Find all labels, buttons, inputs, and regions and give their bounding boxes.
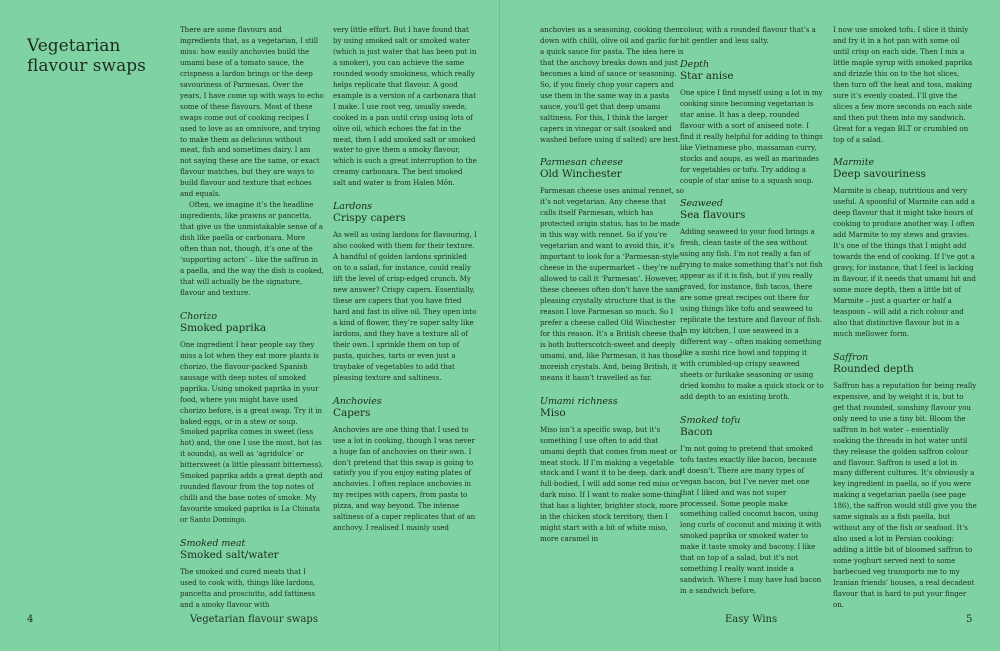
page-title: Vegetarian flavour swaps	[27, 36, 146, 77]
section-subtitle: Parmesan cheese	[540, 157, 623, 169]
section-title: Sea flavours	[680, 209, 746, 222]
section-body: Marmite is cheap, nutritious and very useful. A spoonful of Marmite can add a deep flavour that it might take hours of cooking to produce another way. I often add Marmite to my stews and gravies. It’s one of the things that I might add towards the end of cooking. If I’ve got a gravy, for instance, that I feel is lacking in flavour, if it needs that umami hit and some more depth, then a little bit of Marmite – just a quarter or half a teaspoon – will add a rich colour and also that distinctive flavour but in a much mellower form.	[833, 186, 976, 338]
continued-paragraph: very little effort. But I have found that by using smoked salt or smoked water (which is just water that has been put in a smoker), you can achieve the same rounded woody smokiness, which really helps replicate that flavour. A good example is a version of a carbonara that I make. I use root veg, usually swede, cooked in a pan until crisp using lots of olive oil, which echoes the fat in the meat, then I add smoked salt or smoked water to give them a smoky flavour, which is such a great interruption to the creamy carbonara. The best smoked salt and water is from Halen Môn.	[333, 25, 477, 188]
intro-paragraph-1: There are some flavours and ingredients that, as a vegetarian, I still miss: how easily anchovies build the umami base of a tomato sauce, the crispness a lardon brings or the deep savouriness of Parmesan. Over the years, I have come up with ways to echo some of these flavours. Most of these swaps come out of cooking recipes I used to love as an omnivore, and trying to make them as delicious without meat, fish and sometimes dairy. I am not saying these are the same, or exact flavour matches, but they are ways to build flavour and texture that echoes and equals.	[180, 25, 324, 199]
section-subtitle: Lardons	[333, 201, 372, 213]
text-column-4	[680, 25, 824, 597]
section-chorizo	[180, 311, 324, 526]
section-body: Saffron has a reputation for being really expensive, and by weight it is, but to get that rounded, sunshiny flavour you only need to use a tiny bit. Bloom the saffron in hot water – essentially soaking the threads in hot water until they release the golden saffron colour and flavour. Saffron is used a lot in many different cultures. It’s obviously a key ingredient in paella, so if you were making a vegetarian paella (see page 186), the saffron would still give you the same signals as a fish paella, but without any of the fish or seafood. It’s also used a lot in Persian cooking: adding a little bit of bloomed saffron to some yoghurt served next to some barbecued veg transports me to my Iranian friends’ houses, a real decadent flavour that is hard to put your finger on.	[833, 380, 977, 609]
section-subtitle: Seaweed	[680, 198, 723, 210]
section-body: One spice I find myself using a lot in my cooking since becoming vegetarian is star anise. It has a deep, rounded flavour with a sort of aniseed note. I find it really helpful for adding to things like Vietnamese pho, massaman curry, stocks and soups, as well as marinades for vegetables or tofu. Try adding a couple of star anise to a squash soup.	[680, 87, 823, 185]
section-body: One ingredient I hear people say they miss a lot when they eat more plants is chorizo, the flavour-packed Spanish sausage with deep notes of smoked paprika. Using smoked paprika in your food, where you might have used chorizo before, is a great swap. Try it in baked eggs, or in a stew or soup. Smoked paprika comes in sweet (less hot) and, the one I use the most, hot (as it sounds), as well as ‘agridulce’ or bittersweet (a little pleasant bitterness). Smoked paprika adds a great depth and rounded flavour from the top notes of chilli and the base notes of smoke. My favourite smoked paprika is La Chinata or Santo Domingo.	[180, 339, 324, 525]
text-column-3	[540, 25, 684, 545]
page-number-left: 4	[27, 614, 34, 625]
page-number-right: 5	[966, 614, 973, 625]
section-title: Deep savouriness	[833, 168, 926, 181]
continued-paragraph: I now use smoked tofu. I slice it thinly and fry it in a hot pan with some oil until crisp on each side. Then I mix a little maple syrup with smoked paprika and drizzle this on to the hot slices, then turn off the heat and toss, making sure it’s evenly coated. I’ll give the slices a few more seconds on each side and then put them into my sandwich. Great for a vegan BLT or crumbled on top of a salad.	[833, 25, 973, 144]
section-title: Smoked salt/water	[180, 549, 279, 562]
section-umami	[540, 396, 684, 545]
section-title: Rounded depth	[833, 362, 914, 375]
text-column-5	[833, 25, 977, 611]
section-title: Miso	[540, 406, 566, 419]
section-smoked-tofu	[680, 415, 824, 597]
section-lardons	[333, 201, 477, 383]
section-title: Bacon	[680, 425, 713, 438]
section-depth	[680, 59, 824, 187]
section-seaweed	[680, 198, 824, 402]
running-footer-left: Vegetarian flavour swaps	[190, 614, 318, 625]
intro-paragraph-2: Often, we imagine it’s the headline ingredients, like prawns or pancetta, that give us the unmistakable sense of a dish like paella or carbonara. More often than not, though, it’s one of the ‘supporting actors’ – like the saffron in a paella, and the way the dish is cooked, that will actually be the signature, flavour and texture.	[180, 200, 324, 297]
section-subtitle: Saffron	[833, 351, 869, 363]
section-body: The smoked and cured meats that I used to cook with, things like lardons, pancetta and prosciutto, add fattiness and a smoky flavour with	[180, 567, 316, 609]
section-title: Star anise	[680, 69, 734, 82]
section-body: Parmesan cheese uses animal rennet, so it’s not vegetarian. Any cheese that calls itself Parmesan, which has protected origin status, has to be made in this way with rennet. So if you’re vegetarian and want to avoid this, it’s important to look for a ‘Parmesan-style’ cheese in the supermarket – they’re not allowed to call it ‘Parmesan’. However, these cheeses often don’t have the same pleasing crystally structure that is the reason I love Parmesan so much. So I prefer a cheese called Old Winchester for this reason. It’s a British cheese that is both butterscotch-sweet and deeply umami, and, like Parmesan, it has those moreish crystals. And, being British, it means it hasn’t travelled as far.	[540, 186, 684, 382]
section-body: Anchovies are one thing that I used to use a lot in cooking, though I was never a huge fan of anchovies on their own. I don’t pretend that this swap is going to satisfy you if you enjoy eating plates of anchovies. I often replace anchovies in my recipes with capers, from pasta to pizza, and way beyond. The intense saltiness of a caper replicates that of an anchovy. I realised I mainly used	[333, 424, 476, 533]
section-subtitle: Umami richness	[540, 395, 618, 407]
section-title: Old Winchester	[540, 168, 622, 181]
section-body: Adding seaweed to your food brings a fresh, clean taste of the sea without using any fish. I’m not really a fan of trying to make something that’s not fish appear as if it is fish, but if you really craved, for instance, fish tacos, there are some great recipes out there for using things like tofu and seaweed to replicate the texture and flavour of fish. In my kitchen, I use seaweed in a different way – often making something like a sushi rice bowl and topping it with crumbled-up crispy seaweed sheets or furikake seasoning or using dried kombu to make a quick stock or to add depth to an existing broth.	[680, 227, 824, 401]
section-saffron	[833, 352, 977, 611]
section-subtitle: Chorizo	[180, 310, 218, 322]
section-subtitle: Depth	[680, 58, 710, 70]
section-anchovies	[333, 396, 477, 535]
page-gutter	[499, 0, 500, 651]
continued-paragraph: colour, with a rounded flavour that’s a bit gentler and less salty.	[680, 25, 816, 45]
running-footer-right: Easy Wins	[725, 614, 778, 625]
section-subtitle: Marmite	[833, 157, 875, 169]
section-marmite	[833, 157, 977, 339]
section-smoked-meat	[180, 538, 324, 611]
section-subtitle: Anchovies	[333, 395, 382, 407]
section-title: Capers	[333, 406, 371, 419]
text-column-1	[180, 25, 324, 611]
section-body: I’m not going to pretend that smoked tofu tastes exactly like bacon, because it doesn’t. There are many types of vegan bacon, but I’ve never met one that I liked and was not super processed. Some people make something called coconut bacon, using long curls of coconut and mixing it with smoked paprika or smoked water to make it taste smoky and bacony. I like that on top of a salad, but it’s not something I really want inside a sandwich. Where I may have had bacon in a sandwich before,	[680, 443, 822, 596]
section-title: Crispy capers	[333, 212, 406, 225]
section-title: Smoked paprika	[180, 321, 267, 334]
section-subtitle: Smoked tofu	[680, 414, 741, 426]
section-subtitle: Smoked meat	[180, 538, 246, 550]
section-body: As well as using lardons for flavouring, I also cooked with them for their texture. A handful of golden lardons sprinkled on to a salad, for instance, could really lift the level of crisp-edged crunch. My new answer? Crispy capers. Essentially, these are capers that you have fried hard and fast in olive oil. They open into a kind of flower, they’re super salty like lardons, and they have a texture all of their own. I sprinkle them on top of pasta, quiches, tarts or even just a traybake of vegetables to add that pleasing texture and saltiness.	[333, 230, 477, 382]
continued-paragraph: anchovies as a seasoning, cooking them down with chilli, olive oil and garlic for a quick sauce for pasta. The idea here is that the anchovy breaks down and just becomes a kind of sauce or seasoning. So, if you finely chop your capers and use them in the same way in a pasta sauce, you’ll get that deep umami saltiness. For this, I think the larger capers in vinegar or salt (soaked and washed before using if salted) are best.	[540, 25, 684, 144]
section-body: Miso isn’t a specific swap, but it’s something I use often to add that umami depth that comes from meat or meat stock. If I’m making a vegetable stock and I want it to be deep, dark and full-bodied, I will add some red miso or dark miso. If I want to make some-thing that has a lighter, brighter stock, more in the chicken stock territory, then I might start with a bit of white miso, more caramel in	[540, 424, 682, 544]
text-column-2	[333, 25, 477, 534]
section-parmesan	[540, 157, 684, 383]
